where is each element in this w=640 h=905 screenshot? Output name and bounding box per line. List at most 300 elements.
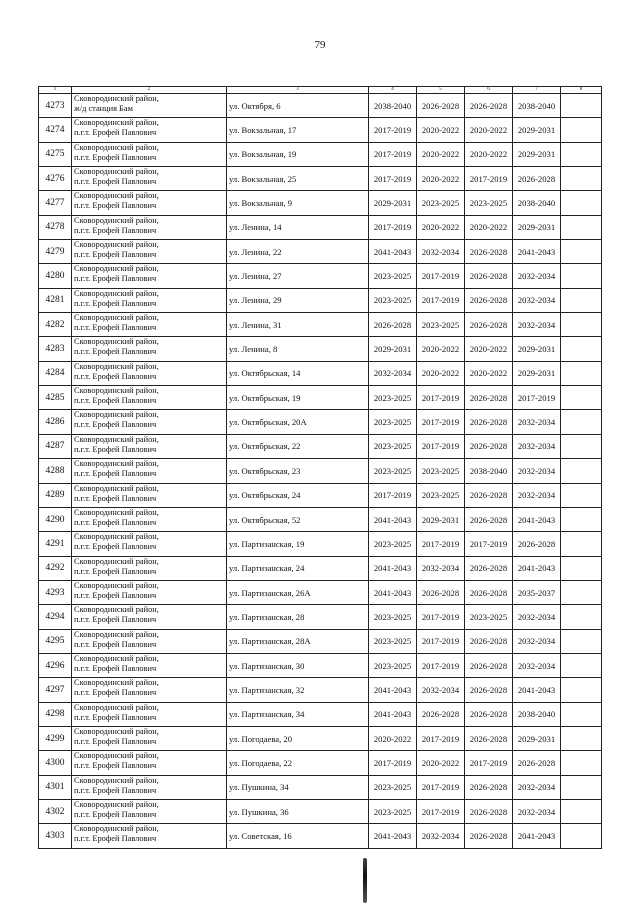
period-cell: 2023-2025 — [369, 386, 417, 410]
settlement-line: п.г.т. Ерофей Павлович — [74, 298, 157, 308]
period-cell: 2026-2028 — [513, 751, 561, 775]
settlement-line: п.г.т. Ерофей Павлович — [74, 736, 157, 746]
period-cell: 2026-2028 — [465, 702, 513, 726]
period-cell: 2041-2043 — [369, 678, 417, 702]
table-row — [39, 264, 602, 288]
period-cell: 2026-2028 — [465, 580, 513, 604]
table-row — [39, 775, 602, 799]
period-cell: 2023-2025 — [369, 775, 417, 799]
period-cell: 2032-2034 — [417, 678, 465, 702]
row-number-cell: 4286 — [39, 410, 72, 434]
period-cell: 2038-2040 — [465, 459, 513, 483]
district-cell — [72, 94, 227, 118]
period-cell: 2029-2031 — [513, 337, 561, 361]
period-cell: 2026-2028 — [417, 580, 465, 604]
period-cell: 2032-2034 — [417, 824, 465, 848]
district-cell — [72, 361, 227, 385]
district-line: Сковородинский район, — [74, 118, 159, 128]
period-cell: 2038-2040 — [513, 94, 561, 118]
period-cell: 2038-2040 — [513, 191, 561, 215]
period-cell: 2041-2043 — [369, 824, 417, 848]
registry-table — [38, 86, 602, 849]
address-cell: ул. Погодаева, 20 — [227, 726, 369, 750]
period-cell: 2041-2043 — [369, 240, 417, 264]
district-cell — [72, 215, 227, 239]
period-cell: 2041-2043 — [369, 702, 417, 726]
period-cell: 2023-2025 — [369, 605, 417, 629]
district-cell — [72, 386, 227, 410]
table-row — [39, 288, 602, 312]
settlement-line: п.г.т. Ерофей Павлович — [74, 493, 157, 503]
table-header — [39, 87, 602, 94]
empty-cell — [561, 313, 602, 337]
period-cell: 2017-2019 — [417, 264, 465, 288]
row-number-cell: 4296 — [39, 653, 72, 677]
settlement-line: п.г.т. Ерофей Павлович — [74, 177, 157, 187]
row-number-cell: 4288 — [39, 459, 72, 483]
table-row — [39, 605, 602, 629]
district-line: Сковородинский район, — [74, 410, 159, 420]
row-number-cell: 4276 — [39, 167, 72, 191]
table-row — [39, 167, 602, 191]
row-number-cell: 4282 — [39, 313, 72, 337]
address-cell: ул. Октябрьская, 20А — [227, 410, 369, 434]
row-number-cell: 4291 — [39, 532, 72, 556]
district-line: Сковородинский район, — [74, 678, 159, 688]
row-number-cell: 4298 — [39, 702, 72, 726]
period-cell: 2023-2025 — [465, 191, 513, 215]
row-number-cell: 4279 — [39, 240, 72, 264]
address-cell: ул. Партизанская, 26А — [227, 580, 369, 604]
period-cell: 2032-2034 — [513, 653, 561, 677]
period-cell: 2020-2022 — [417, 337, 465, 361]
period-cell: 2020-2022 — [465, 215, 513, 239]
district-cell — [72, 726, 227, 750]
period-cell: 2032-2034 — [513, 459, 561, 483]
table-row — [39, 240, 602, 264]
period-cell: 2026-2028 — [465, 264, 513, 288]
district-line: Сковородинский район, — [74, 629, 159, 639]
period-cell: 2026-2028 — [465, 483, 513, 507]
period-cell: 2017-2019 — [417, 653, 465, 677]
table-row — [39, 434, 602, 458]
period-cell: 2041-2043 — [513, 507, 561, 531]
period-cell: 2041-2043 — [513, 240, 561, 264]
district-cell — [72, 799, 227, 823]
empty-cell — [561, 361, 602, 385]
table-row — [39, 361, 602, 385]
period-cell: 2032-2034 — [417, 556, 465, 580]
empty-cell — [561, 118, 602, 142]
period-cell: 2038-2040 — [369, 94, 417, 118]
empty-cell — [561, 653, 602, 677]
period-cell: 2026-2028 — [465, 556, 513, 580]
period-cell: 2026-2028 — [465, 240, 513, 264]
empty-cell — [561, 142, 602, 166]
period-cell: 2017-2019 — [417, 629, 465, 653]
period-cell: 2023-2025 — [417, 483, 465, 507]
row-number-cell: 4302 — [39, 799, 72, 823]
row-number-cell: 4284 — [39, 361, 72, 385]
district-line: Сковородинский район, — [74, 361, 159, 371]
empty-cell — [561, 410, 602, 434]
period-cell: 2023-2025 — [465, 605, 513, 629]
settlement-line: п.г.т. Ерофей Павлович — [74, 420, 157, 430]
period-cell: 2026-2028 — [465, 386, 513, 410]
period-cell: 2023-2025 — [369, 799, 417, 823]
period-cell: 2035-2037 — [513, 580, 561, 604]
period-cell: 2026-2028 — [513, 532, 561, 556]
address-cell: ул. Вокзальная, 9 — [227, 191, 369, 215]
period-cell: 2029-2031 — [513, 361, 561, 385]
period-cell: 2020-2022 — [417, 361, 465, 385]
row-number-cell: 4278 — [39, 215, 72, 239]
table-row — [39, 532, 602, 556]
empty-cell — [561, 556, 602, 580]
period-cell: 2017-2019 — [465, 167, 513, 191]
column-header: 7 — [513, 87, 561, 94]
empty-cell — [561, 702, 602, 726]
address-cell: ул. Партизанская, 30 — [227, 653, 369, 677]
period-cell: 2017-2019 — [417, 532, 465, 556]
page-number: 79 — [314, 39, 326, 51]
district-line: Сковородинский район, — [74, 94, 159, 103]
row-number-cell: 4297 — [39, 678, 72, 702]
row-number-cell: 4294 — [39, 605, 72, 629]
settlement-line: п.г.т. Ерофей Павлович — [74, 128, 157, 138]
period-cell: 2026-2028 — [417, 94, 465, 118]
district-line: Сковородинский район, — [74, 434, 159, 444]
settlement-line: п.г.т. Ерофей Павлович — [74, 371, 157, 381]
settlement-line: п.г.т. Ерофей Павлович — [74, 396, 157, 406]
period-cell: 2023-2025 — [369, 264, 417, 288]
period-cell: 2041-2043 — [513, 824, 561, 848]
period-cell: 2017-2019 — [417, 605, 465, 629]
settlement-line: п.г.т. Ерофей Павлович — [74, 809, 157, 819]
period-cell: 2017-2019 — [369, 118, 417, 142]
period-cell: 2041-2043 — [513, 678, 561, 702]
table-row — [39, 215, 602, 239]
period-cell: 2032-2034 — [513, 799, 561, 823]
district-cell — [72, 507, 227, 531]
period-cell: 2023-2025 — [369, 532, 417, 556]
district-cell — [72, 191, 227, 215]
period-cell: 2017-2019 — [369, 483, 417, 507]
table-row — [39, 483, 602, 507]
settlement-line: п.г.т. Ерофей Павлович — [74, 542, 157, 552]
empty-cell — [561, 580, 602, 604]
address-cell: ул. Ленина, 29 — [227, 288, 369, 312]
column-header: 6 — [465, 87, 513, 94]
row-number-cell: 4277 — [39, 191, 72, 215]
address-cell: ул. Октябрьская, 52 — [227, 507, 369, 531]
period-cell: 2023-2025 — [417, 191, 465, 215]
period-cell: 2026-2028 — [465, 824, 513, 848]
column-header: 1 — [39, 87, 72, 94]
period-cell: 2026-2028 — [465, 410, 513, 434]
settlement-line: п.г.т. Ерофей Павлович — [74, 152, 157, 162]
district-cell — [72, 580, 227, 604]
district-cell — [72, 556, 227, 580]
period-cell: 2020-2022 — [465, 118, 513, 142]
row-number-cell: 4275 — [39, 142, 72, 166]
district-cell — [72, 313, 227, 337]
period-cell: 2020-2022 — [465, 142, 513, 166]
row-number-cell: 4283 — [39, 337, 72, 361]
period-cell: 2020-2022 — [465, 361, 513, 385]
table-row — [39, 118, 602, 142]
address-cell: ул. Октябрьская, 23 — [227, 459, 369, 483]
settlement-line: п.г.т. Ерофей Павлович — [74, 225, 157, 235]
empty-cell — [561, 507, 602, 531]
district-line: Сковородинский район, — [74, 824, 159, 834]
settlement-line: п.г.т. Ерофей Павлович — [74, 663, 157, 673]
district-line: Сковородинский район, — [74, 142, 159, 152]
period-cell: 2026-2028 — [465, 653, 513, 677]
empty-cell — [561, 824, 602, 848]
period-cell: 2017-2019 — [513, 386, 561, 410]
period-cell: 2020-2022 — [417, 118, 465, 142]
period-cell: 2032-2034 — [513, 410, 561, 434]
row-number-cell: 4295 — [39, 629, 72, 653]
settlement-line: п.г.т. Ерофей Павлович — [74, 639, 157, 649]
district-line: Сковородинский район, — [74, 653, 159, 663]
district-line: Сковородинский район, — [74, 240, 159, 250]
period-cell: 2017-2019 — [417, 288, 465, 312]
settlement-line: п.г.т. Ерофей Павлович — [74, 761, 157, 771]
period-cell: 2032-2034 — [513, 629, 561, 653]
column-header: 4 — [369, 87, 417, 94]
period-cell: 2029-2031 — [513, 142, 561, 166]
district-line: Сковородинский район, — [74, 726, 159, 736]
period-cell: 2032-2034 — [513, 313, 561, 337]
period-cell: 2020-2022 — [417, 167, 465, 191]
district-line: Сковородинский район, — [74, 483, 159, 493]
district-line: Сковородинский район, — [74, 751, 159, 761]
period-cell: 2032-2034 — [513, 288, 561, 312]
settlement-line: п.г.т. Ерофей Павлович — [74, 469, 157, 479]
empty-cell — [561, 775, 602, 799]
table-row — [39, 751, 602, 775]
address-cell: ул. Пушкина, 36 — [227, 799, 369, 823]
address-cell: ул. Октябрьская, 19 — [227, 386, 369, 410]
period-cell: 2038-2040 — [513, 702, 561, 726]
settlement-line: п.г.т. Ерофей Павлович — [74, 517, 157, 527]
address-cell: ул. Ленина, 31 — [227, 313, 369, 337]
period-cell: 2017-2019 — [417, 775, 465, 799]
address-cell: ул. Партизанская, 19 — [227, 532, 369, 556]
period-cell: 2032-2034 — [369, 361, 417, 385]
district-line: Сковородинский район, — [74, 459, 159, 469]
period-cell: 2041-2043 — [369, 507, 417, 531]
address-cell: ул. Пушкина, 34 — [227, 775, 369, 799]
period-cell: 2017-2019 — [369, 215, 417, 239]
row-number-cell: 4285 — [39, 386, 72, 410]
period-cell: 2029-2031 — [513, 215, 561, 239]
table-row — [39, 313, 602, 337]
district-cell — [72, 483, 227, 507]
district-line: Сковородинский район, — [74, 507, 159, 517]
table-row — [39, 191, 602, 215]
district-line: Сковородинский район, — [74, 799, 159, 809]
table-row — [39, 459, 602, 483]
empty-cell — [561, 94, 602, 118]
address-cell: ул. Советская, 16 — [227, 824, 369, 848]
empty-cell — [561, 167, 602, 191]
empty-cell — [561, 264, 602, 288]
district-cell — [72, 142, 227, 166]
district-cell — [72, 167, 227, 191]
binding-mark — [363, 858, 367, 903]
address-cell: ул. Партизанская, 28А — [227, 629, 369, 653]
period-cell: 2020-2022 — [417, 215, 465, 239]
column-header: 8 — [561, 87, 602, 94]
period-cell: 2026-2028 — [465, 94, 513, 118]
district-line: Сковородинский район, — [74, 702, 159, 712]
settlement-line: п.г.т. Ерофей Павлович — [74, 250, 157, 260]
row-number-cell: 4289 — [39, 483, 72, 507]
row-number-cell: 4274 — [39, 118, 72, 142]
settlement-line: п.г.т. Ерофей Павлович — [74, 712, 157, 722]
district-line: Сковородинский район, — [74, 532, 159, 542]
period-cell: 2026-2028 — [513, 167, 561, 191]
period-cell: 2023-2025 — [369, 434, 417, 458]
district-line: Сковородинский район, — [74, 337, 159, 347]
period-cell: 2032-2034 — [513, 605, 561, 629]
period-cell: 2023-2025 — [369, 653, 417, 677]
district-cell — [72, 118, 227, 142]
period-cell: 2026-2028 — [369, 313, 417, 337]
period-cell: 2032-2034 — [513, 483, 561, 507]
empty-cell — [561, 483, 602, 507]
row-number-cell: 4290 — [39, 507, 72, 531]
table-row — [39, 678, 602, 702]
period-cell: 2023-2025 — [369, 410, 417, 434]
period-cell: 2029-2031 — [513, 118, 561, 142]
row-number-cell: 4301 — [39, 775, 72, 799]
empty-cell — [561, 799, 602, 823]
period-cell: 2026-2028 — [465, 288, 513, 312]
settlement-line: п.г.т. Ерофей Павлович — [74, 347, 157, 357]
empty-cell — [561, 459, 602, 483]
address-cell: ул. Ленина, 14 — [227, 215, 369, 239]
settlement-line: п.г.т. Ерофей Павлович — [74, 615, 157, 625]
address-cell: ул. Октябрьская, 14 — [227, 361, 369, 385]
period-cell: 2023-2025 — [369, 629, 417, 653]
district-cell — [72, 240, 227, 264]
district-cell — [72, 629, 227, 653]
row-number-cell: 4300 — [39, 751, 72, 775]
row-number-cell: 4281 — [39, 288, 72, 312]
district-cell — [72, 653, 227, 677]
period-cell: 2029-2031 — [369, 191, 417, 215]
table-row — [39, 507, 602, 531]
address-cell: ул. Октябрьская, 24 — [227, 483, 369, 507]
table-row — [39, 824, 602, 848]
district-line: Сковородинский район, — [74, 775, 159, 785]
empty-cell — [561, 532, 602, 556]
address-cell: ул. Партизанская, 32 — [227, 678, 369, 702]
settlement-line: п.г.т. Ерофей Павлович — [74, 566, 157, 576]
period-cell: 2023-2025 — [369, 288, 417, 312]
empty-cell — [561, 605, 602, 629]
district-cell — [72, 702, 227, 726]
empty-cell — [561, 288, 602, 312]
table-row — [39, 653, 602, 677]
period-cell: 2026-2028 — [465, 629, 513, 653]
district-line: Сковородинский район, — [74, 556, 159, 566]
period-cell: 2020-2022 — [465, 337, 513, 361]
district-cell — [72, 288, 227, 312]
period-cell: 2017-2019 — [417, 799, 465, 823]
empty-cell — [561, 215, 602, 239]
period-cell: 2026-2028 — [465, 507, 513, 531]
empty-cell — [561, 629, 602, 653]
column-header: 3 — [227, 87, 369, 94]
period-cell: 2017-2019 — [417, 386, 465, 410]
district-cell — [72, 678, 227, 702]
period-cell: 2017-2019 — [417, 434, 465, 458]
district-cell — [72, 824, 227, 848]
empty-cell — [561, 386, 602, 410]
period-cell: 2029-2031 — [513, 726, 561, 750]
district-cell — [72, 532, 227, 556]
period-cell: 2032-2034 — [513, 775, 561, 799]
table-row — [39, 702, 602, 726]
period-cell: 2023-2025 — [417, 459, 465, 483]
address-cell: ул. Вокзальная, 17 — [227, 118, 369, 142]
district-line: Сковородинский район, — [74, 264, 159, 274]
period-cell: 2020-2022 — [369, 726, 417, 750]
table-row — [39, 799, 602, 823]
settlement-line: п.г.т. Ерофей Павлович — [74, 323, 157, 333]
period-cell: 2032-2034 — [513, 434, 561, 458]
period-cell: 2017-2019 — [369, 142, 417, 166]
row-number-cell: 4303 — [39, 824, 72, 848]
empty-cell — [561, 191, 602, 215]
row-number-cell: 4273 — [39, 94, 72, 118]
empty-cell — [561, 240, 602, 264]
period-cell: 2017-2019 — [369, 167, 417, 191]
address-cell: ул. Вокзальная, 19 — [227, 142, 369, 166]
period-cell: 2026-2028 — [465, 313, 513, 337]
table-row — [39, 94, 602, 118]
settlement-line: п.г.т. Ерофей Павлович — [74, 201, 157, 211]
period-cell: 2017-2019 — [417, 410, 465, 434]
address-cell: ул. Партизанская, 28 — [227, 605, 369, 629]
district-cell — [72, 410, 227, 434]
empty-cell — [561, 726, 602, 750]
period-cell: 2041-2043 — [369, 556, 417, 580]
table-row — [39, 726, 602, 750]
address-cell: ул. Ленина, 8 — [227, 337, 369, 361]
district-cell — [72, 434, 227, 458]
address-cell: ул. Октября, 6 — [227, 94, 369, 118]
period-cell: 2041-2043 — [369, 580, 417, 604]
district-cell — [72, 337, 227, 361]
table-row — [39, 337, 602, 361]
row-number-cell: 4287 — [39, 434, 72, 458]
period-cell: 2023-2025 — [417, 313, 465, 337]
settlement-line: п.г.т. Ерофей Павлович — [74, 274, 157, 284]
table-row — [39, 556, 602, 580]
row-number-cell: 4293 — [39, 580, 72, 604]
district-line: Сковородинский район, — [74, 580, 159, 590]
period-cell: 2026-2028 — [465, 775, 513, 799]
period-cell: 2026-2028 — [465, 799, 513, 823]
period-cell: 2041-2043 — [513, 556, 561, 580]
district-line: Сковородинский район, — [74, 167, 159, 177]
